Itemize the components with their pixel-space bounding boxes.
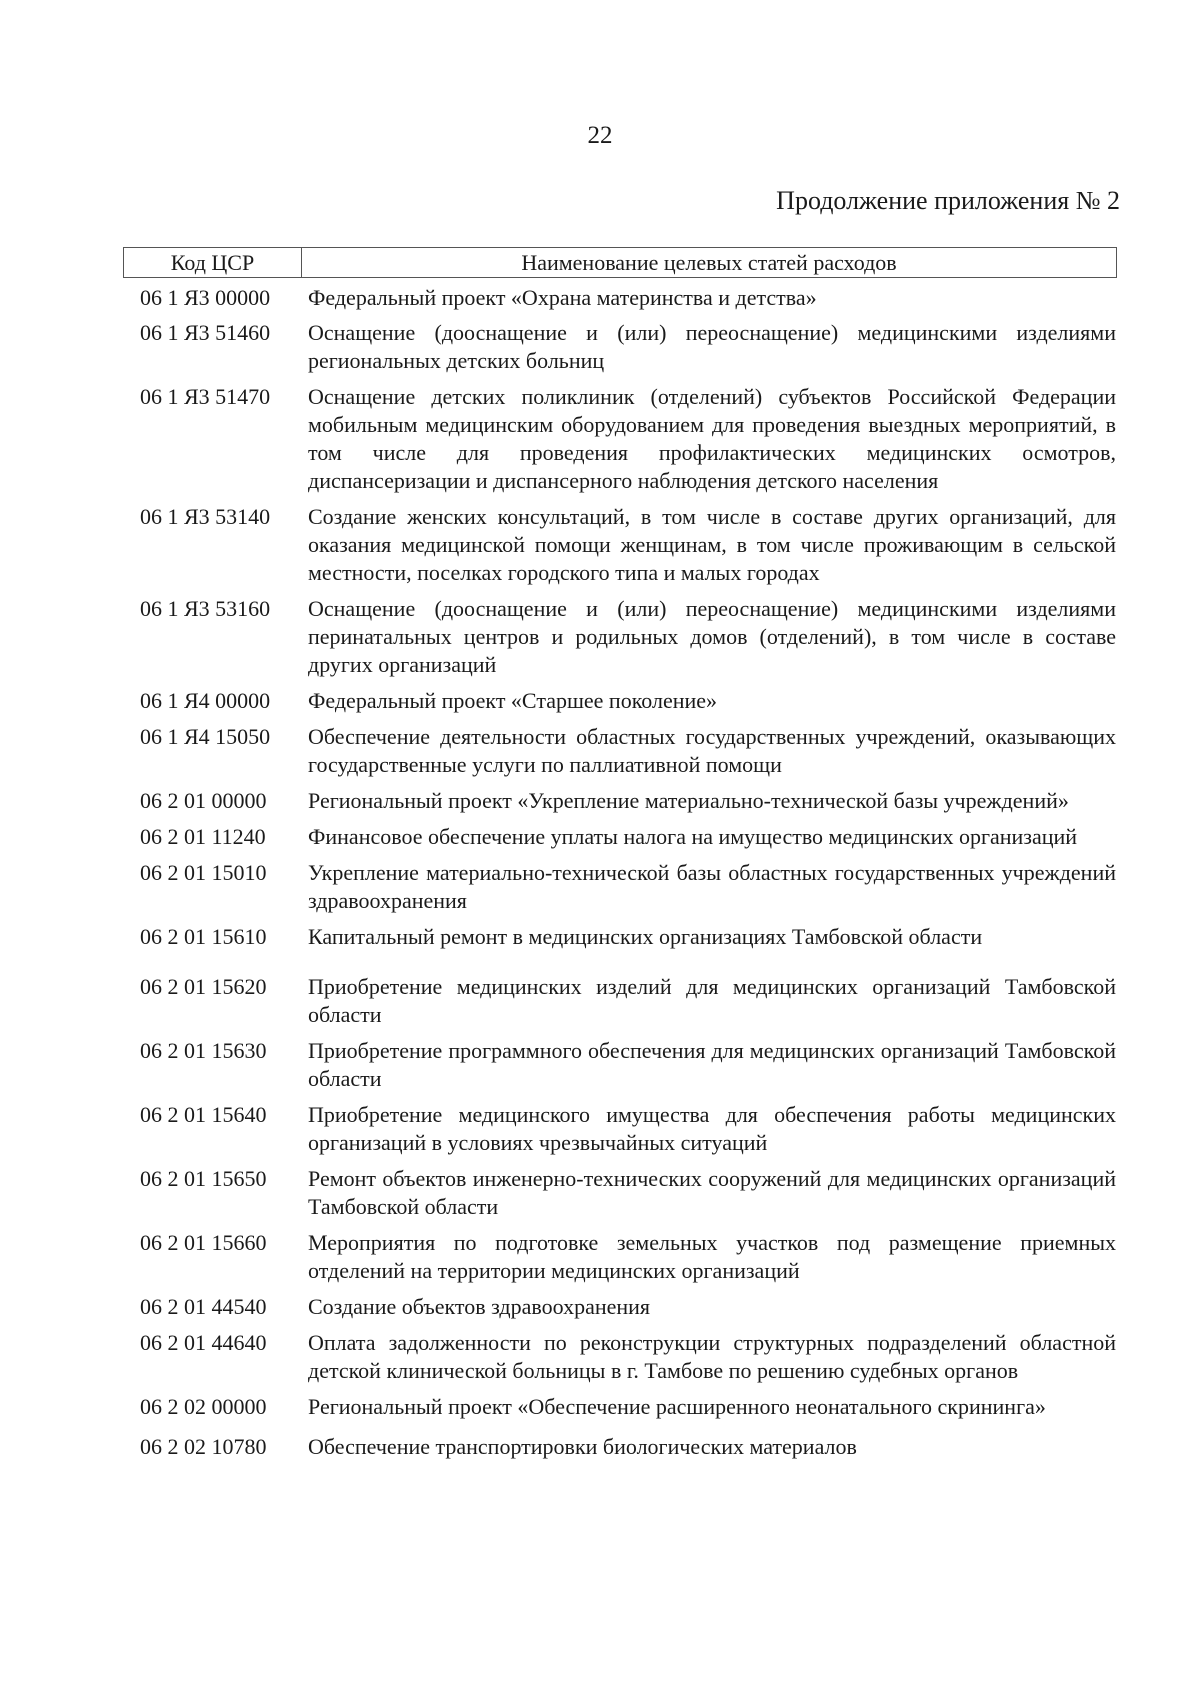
row-code: 06 2 01 44640 [140, 1330, 267, 1355]
header-name: Наименование целевых статей расходов [521, 250, 897, 275]
table-row [140, 319, 1120, 375]
row-code: 06 1 Я3 53140 [140, 504, 271, 529]
row-name: Оснащение (дооснащение и (или) переоснащение) медицинскими изделиями перинатальных центров и родильных домов (отделений), в том числе в составе других организаций [308, 596, 1116, 677]
table-row [140, 284, 1120, 312]
row-name: Федеральный проект «Охрана материнства и детства» [308, 285, 817, 310]
row-code: 06 1 Я4 00000 [140, 688, 271, 713]
row-name: Оснащение (дооснащение и (или) переоснащение) медицинскими изделиями региональных детских больниц [308, 320, 1116, 373]
row-code: 06 2 01 15010 [140, 860, 267, 885]
row-name: Оснащение детских поликлиник (отделений) субъектов Российской Федерации мобильным медицинским оборудованием для проведения выездных мероприятий, в том числе для проведения профилактических медицинских осмотров, диспансеризации и диспансерного наблюдения детского населения [308, 384, 1116, 493]
row-name: Создание женских консультаций, в том числе в составе других организаций, для оказания медицинской помощи женщинам, в том числе проживающим в сельской местности, поселках городского типа и малых городах [308, 504, 1116, 585]
row-name: Финансовое обеспечение уплаты налога на имущество медицинских организаций [308, 824, 1078, 849]
row-name: Приобретение медицинских изделий для медицинских организаций Тамбовской области [308, 974, 1116, 1027]
row-name: Создание объектов здравоохранения [308, 1294, 651, 1319]
table-row [140, 503, 1120, 587]
table-row [140, 723, 1120, 779]
row-name: Региональный проект «Укрепление материально-технической базы учреждений» [308, 788, 1069, 813]
header-code: Код ЦСР [124, 248, 302, 277]
row-name: Мероприятия по подготовке земельных участков под размещение приемных отделений на территории медицинских организаций [308, 1230, 1116, 1283]
row-code: 06 1 Я4 15050 [140, 724, 271, 749]
row-code: 06 2 01 00000 [140, 788, 267, 813]
table-row [140, 1329, 1120, 1385]
row-code: 06 1 Я3 00000 [140, 285, 271, 310]
row-name: Приобретение программного обеспечения для медицинских организаций Тамбовской области [308, 1038, 1116, 1091]
row-name: Федеральный проект «Старшее поколение» [308, 688, 718, 713]
row-code: 06 1 Я3 51470 [140, 384, 271, 409]
table-row [140, 1037, 1120, 1093]
table-row [140, 1433, 1120, 1461]
table-row [140, 1101, 1120, 1157]
row-code: 06 2 01 15620 [140, 974, 267, 999]
table-row [140, 1229, 1120, 1285]
row-name: Ремонт объектов инженерно-технических сооружений для медицинских организаций Тамбовской области [308, 1166, 1116, 1219]
row-code: 06 1 Я3 51460 [140, 320, 271, 345]
table-row [140, 687, 1120, 715]
row-code: 06 2 01 15650 [140, 1166, 267, 1191]
table-row [140, 1393, 1120, 1421]
table-row [140, 1293, 1120, 1321]
row-code: 06 1 Я3 53160 [140, 596, 271, 621]
page-number: 22 [587, 122, 613, 149]
table-row [140, 859, 1120, 915]
table-row [140, 823, 1120, 851]
row-code: 06 2 01 44540 [140, 1294, 267, 1319]
row-name: Обеспечение деятельности областных государственных учреждений, оказывающих государственные услуги по паллиативной помощи [308, 724, 1116, 777]
row-name: Обеспечение транспортировки биологических материалов [308, 1434, 857, 1459]
continuation-heading: Продолжение приложения № 2 [776, 186, 1120, 215]
row-name: Региональный проект «Обеспечение расширенного неонатального скрининга» [308, 1394, 1046, 1419]
row-code: 06 2 01 15630 [140, 1038, 267, 1063]
row-code: 06 2 01 15640 [140, 1102, 267, 1127]
table-row [140, 595, 1120, 679]
row-name: Капитальный ремонт в медицинских организациях Тамбовской области [308, 924, 983, 949]
row-name: Укрепление материально-технической базы областных государственных учреждений здравоохранения [308, 860, 1116, 913]
table-body [140, 284, 1120, 1461]
row-name: Приобретение медицинского имущества для обеспечения работы медицинских организаций в условиях чрезвычайных ситуаций [308, 1102, 1116, 1155]
table-row [140, 1165, 1120, 1221]
table-row [140, 973, 1120, 1029]
row-code: 06 2 01 11240 [140, 824, 266, 849]
row-code: 06 2 02 00000 [140, 1394, 267, 1419]
table-header [123, 247, 1117, 278]
row-code: 06 2 01 15610 [140, 924, 267, 949]
row-code: 06 2 02 10780 [140, 1434, 267, 1459]
row-code: 06 2 01 15660 [140, 1230, 267, 1255]
table-row [140, 923, 1120, 951]
table-row [140, 383, 1120, 495]
row-name: Оплата задолженности по реконструкции структурных подразделений областной детской клинической больницы в г. Тамбове по решению судебных органов [308, 1330, 1116, 1383]
table-row [140, 787, 1120, 815]
